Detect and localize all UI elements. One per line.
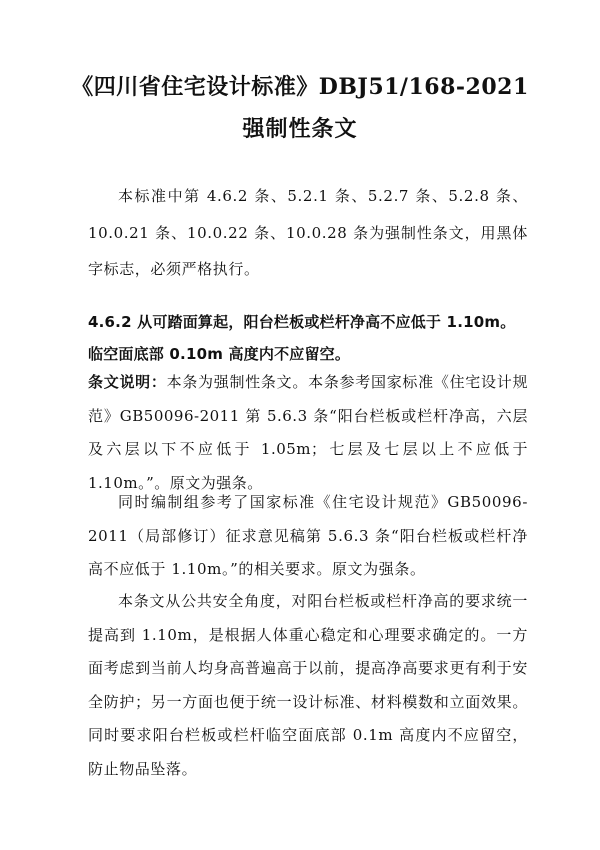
reference-paragraph: 同时编制组参考了国家标准《住宅设计规范》GB50096-2011（局部修订）征求意见稿第 5.6.3 条“阳台栏板或栏杆净高不应低于 1.10m。”的相关要求。原文为强条。 (88, 493, 528, 578)
public-safety-paragraph: 本条文从公共安全角度，对阳台栏板或栏杆净高的要求统一提高到 1.10m，是根据人体重心稳定和心理要求确定的。一方面考虑到当前人均身高普遍高于以前，提高净高要求更有利于安全防护；另一方面也便于统一设计标准、材料模数和立面效果。同时要求阳台栏板或栏杆临空面底部 0.1m 高度内不应留空，防止物品坠落。 (88, 592, 528, 778)
intro-paragraph: 本标准中第 4.6.2 条、5.2.1 条、5.2.7 条、5.2.8 条、10.0.21 条、10.0.22 条、10.0.28 条为强制性条文，用黑体字标志，必须严格执行。 (88, 187, 528, 279)
document-subtitle: 强制性条文 (242, 116, 358, 142)
clause-explanation (88, 366, 528, 500)
explanation-label: 条文说明： (88, 373, 167, 391)
clause-4-6-2: 4.6.2 从可踏面算起，阳台栏板或栏杆净高不应低于 1.10m。临空面底部 0.10m 高度内不应留空。 (88, 313, 516, 363)
explanation-text: 本条为强制性条文。本条参考国家标准《住宅设计规范》GB50096-2011 第 5.6.3 条“阳台栏板或栏杆净高，六层及六层以下不应低于 1.05m；七层及七层以上不应低于 1.10m。”。原文为强条。 (88, 373, 528, 492)
document-title: 《四川省住宅设计标准》DBJ51/168-2021 (71, 74, 529, 100)
